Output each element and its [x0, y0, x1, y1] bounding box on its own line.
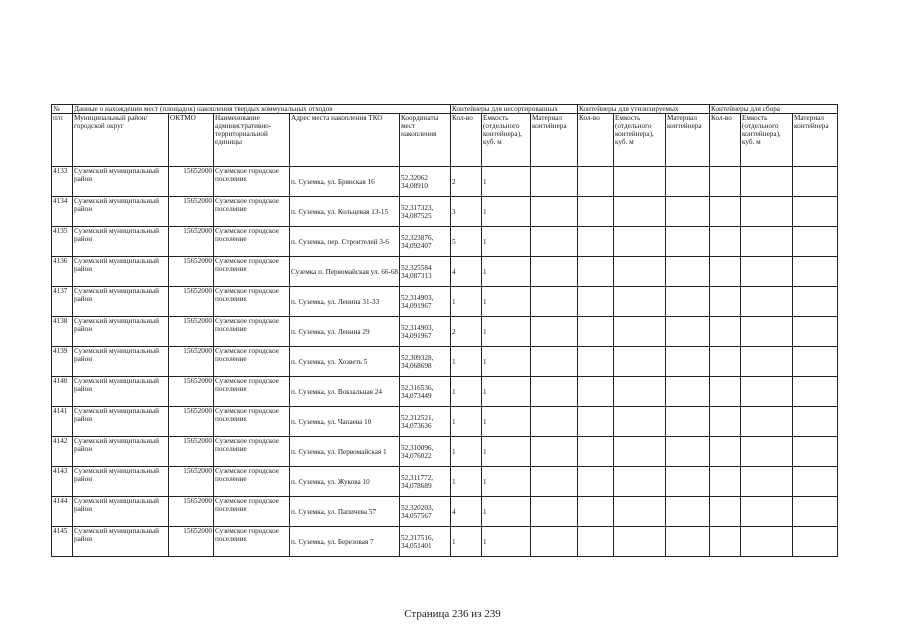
capacity-cell: 1: [482, 287, 531, 317]
qty-cell: 4: [451, 497, 482, 527]
empty-cell: [666, 167, 710, 197]
col-header: Емкость (отдельного контейнера), куб. м: [741, 114, 793, 167]
row-number: 4137: [52, 287, 73, 317]
empty-cell: [578, 287, 614, 317]
page-footer: Страница 236 из 239: [404, 608, 501, 620]
empty-cell: [578, 197, 614, 227]
col-header: п/п: [52, 114, 73, 167]
empty-cell: [614, 197, 666, 227]
header-large-section: Контейнеры для утилизируемых: [578, 105, 710, 114]
capacity-cell: 1: [482, 227, 531, 257]
district-cell: Суземский муниципальный район: [73, 227, 169, 257]
capacity-cell: 1: [482, 377, 531, 407]
empty-cell: [741, 197, 793, 227]
empty-cell: [741, 437, 793, 467]
qty-cell: 3: [451, 197, 482, 227]
header-unsorted-section: Контейнеры для несортированных: [451, 105, 578, 114]
address-cell: п. Суземка, ул. Ленина 31-33: [290, 287, 400, 317]
oktmo-cell: 15652000: [169, 257, 214, 287]
capacity-cell: 1: [482, 257, 531, 287]
address-cell: п. Суземка, ул. Жукова 10: [290, 467, 400, 497]
header-num: №: [52, 105, 73, 114]
table-row: [52, 377, 838, 407]
empty-cell: [666, 437, 710, 467]
coords-cell: 52,317323, 34,087525: [400, 197, 451, 227]
table-row: [52, 497, 838, 527]
table-row: [52, 317, 838, 347]
registry-table-container: [51, 104, 838, 557]
address-cell: Суземка п. Первомайская ул. 66-68: [290, 257, 400, 287]
empty-cell: [666, 527, 710, 557]
empty-cell: [614, 257, 666, 287]
qty-cell: 1: [451, 437, 482, 467]
address-cell: п. Суземка, ул. Березовая 7: [290, 527, 400, 557]
row-number: 4134: [52, 197, 73, 227]
empty-cell: [741, 257, 793, 287]
empty-cell: [741, 347, 793, 377]
empty-cell: [578, 497, 614, 527]
capacity-cell: 1: [482, 437, 531, 467]
district-cell: Суземский муниципальный район: [73, 317, 169, 347]
empty-cell: [710, 197, 741, 227]
empty-cell: [666, 227, 710, 257]
oktmo-cell: 15652000: [169, 497, 214, 527]
empty-cell: [710, 437, 741, 467]
oktmo-cell: 15652000: [169, 347, 214, 377]
empty-cell: [666, 377, 710, 407]
header-row-columns: [52, 114, 838, 167]
row-number: 4145: [52, 527, 73, 557]
empty-cell: [614, 347, 666, 377]
table-row: [52, 527, 838, 557]
row-number: 4136: [52, 257, 73, 287]
empty-cell: [741, 497, 793, 527]
empty-cell: [614, 527, 666, 557]
row-number: 4142: [52, 437, 73, 467]
empty-cell: [578, 227, 614, 257]
empty-cell: [793, 467, 838, 497]
empty-cell: [531, 167, 578, 197]
col-header: Материал контейнера: [531, 114, 578, 167]
unit-cell: Суземское городское поселение: [214, 437, 290, 467]
empty-cell: [666, 197, 710, 227]
qty-cell: 1: [451, 467, 482, 497]
col-header: Кол-во: [710, 114, 741, 167]
qty-cell: 1: [451, 407, 482, 437]
district-cell: Суземский муниципальный район: [73, 407, 169, 437]
address-cell: п. Суземка, ул. Кольцевая 13-15: [290, 197, 400, 227]
empty-cell: [614, 227, 666, 257]
address-cell: п. Суземка, ул. Брянская 16: [290, 167, 400, 197]
oktmo-cell: 15652000: [169, 197, 214, 227]
oktmo-cell: 15652000: [169, 227, 214, 257]
empty-cell: [793, 257, 838, 287]
unit-cell: Суземское городское поселение: [214, 467, 290, 497]
empty-cell: [578, 317, 614, 347]
capacity-cell: 1: [482, 407, 531, 437]
unit-cell: Суземское городское поселение: [214, 497, 290, 527]
capacity-cell: 1: [482, 467, 531, 497]
district-cell: Суземский муниципальный район: [73, 287, 169, 317]
empty-cell: [710, 407, 741, 437]
qty-cell: 2: [451, 167, 482, 197]
empty-cell: [578, 527, 614, 557]
coords-cell: 52,316536, 34,073449: [400, 377, 451, 407]
empty-cell: [710, 347, 741, 377]
oktmo-cell: 15652000: [169, 287, 214, 317]
coords-cell: 52,309328, 34,068698: [400, 347, 451, 377]
col-header: ОКТМО: [169, 114, 214, 167]
address-cell: п. Суземка, ул. Папичева 57: [290, 497, 400, 527]
col-header: Емкость (отдельного контейнера), куб. м: [482, 114, 531, 167]
empty-cell: [741, 167, 793, 197]
coords-cell: 52,317516, 34,051401: [400, 527, 451, 557]
district-cell: Суземский муниципальный район: [73, 257, 169, 287]
qty-cell: 2: [451, 317, 482, 347]
capacity-cell: 1: [482, 497, 531, 527]
table-row: [52, 197, 838, 227]
unit-cell: Суземское городское поселение: [214, 257, 290, 287]
empty-cell: [793, 437, 838, 467]
qty-cell: 1: [451, 527, 482, 557]
empty-cell: [666, 347, 710, 377]
address-cell: п. Суземка, ул. Чапаева 10: [290, 407, 400, 437]
empty-cell: [710, 317, 741, 347]
district-cell: Суземский муниципальный район: [73, 527, 169, 557]
coords-cell: 52,310096, 34,076022: [400, 437, 451, 467]
header-row-top: [52, 105, 838, 114]
empty-cell: [710, 527, 741, 557]
empty-cell: [531, 437, 578, 467]
row-number: 4133: [52, 167, 73, 197]
coords-cell: 52,314903, 34,091967: [400, 287, 451, 317]
header-locations-section: Данные о нахождении мест (площадок) накопления твердых коммунальных отходов: [73, 105, 451, 114]
col-header: Муниципальный район/городской округ: [73, 114, 169, 167]
empty-cell: [531, 407, 578, 437]
district-cell: Суземский муниципальный район: [73, 167, 169, 197]
district-cell: Суземский муниципальный район: [73, 497, 169, 527]
oktmo-cell: 15652000: [169, 317, 214, 347]
empty-cell: [741, 527, 793, 557]
qty-cell: 1: [451, 377, 482, 407]
coords-cell: 52,325584 34,087313: [400, 257, 451, 287]
table-body: [52, 167, 838, 557]
capacity-cell: 1: [482, 167, 531, 197]
empty-cell: [531, 527, 578, 557]
address-cell: п. Суземка, ул. Первомайская 1: [290, 437, 400, 467]
header-separate-section: Контейнеры для сбора: [710, 105, 838, 114]
empty-cell: [531, 497, 578, 527]
qty-cell: 5: [451, 227, 482, 257]
empty-cell: [578, 407, 614, 437]
empty-cell: [741, 227, 793, 257]
empty-cell: [531, 197, 578, 227]
unit-cell: Суземское городское поселение: [214, 197, 290, 227]
qty-cell: 4: [451, 257, 482, 287]
empty-cell: [614, 167, 666, 197]
district-cell: Суземский муниципальный район: [73, 377, 169, 407]
empty-cell: [614, 497, 666, 527]
coords-cell: 52,314903, 34,091967: [400, 317, 451, 347]
col-header: Емкость (отдельного контейнера), куб. м: [614, 114, 666, 167]
row-number: 4135: [52, 227, 73, 257]
unit-cell: Суземское городское поселение: [214, 227, 290, 257]
unit-cell: Суземское городское поселение: [214, 317, 290, 347]
empty-cell: [578, 437, 614, 467]
empty-cell: [666, 467, 710, 497]
row-number: 4140: [52, 377, 73, 407]
empty-cell: [741, 467, 793, 497]
empty-cell: [741, 377, 793, 407]
empty-cell: [793, 227, 838, 257]
empty-cell: [793, 197, 838, 227]
oktmo-cell: 15652000: [169, 407, 214, 437]
oktmo-cell: 15652000: [169, 467, 214, 497]
empty-cell: [710, 287, 741, 317]
table-row: [52, 347, 838, 377]
empty-cell: [531, 467, 578, 497]
empty-cell: [614, 437, 666, 467]
empty-cell: [793, 407, 838, 437]
empty-cell: [666, 497, 710, 527]
empty-cell: [793, 347, 838, 377]
empty-cell: [531, 347, 578, 377]
empty-cell: [531, 377, 578, 407]
empty-cell: [578, 257, 614, 287]
empty-cell: [578, 467, 614, 497]
empty-cell: [793, 497, 838, 527]
unit-cell: Суземское городское поселение: [214, 527, 290, 557]
unit-cell: Суземское городское поселение: [214, 287, 290, 317]
district-cell: Суземский муниципальный район: [73, 467, 169, 497]
col-header: Координаты мест накопления: [400, 114, 451, 167]
capacity-cell: 1: [482, 197, 531, 227]
qty-cell: 1: [451, 347, 482, 377]
empty-cell: [793, 317, 838, 347]
empty-cell: [666, 287, 710, 317]
table-row: [52, 167, 838, 197]
address-cell: п. Суземка, ул. Хозветь 5: [290, 347, 400, 377]
unit-cell: Суземское городское поселение: [214, 347, 290, 377]
coords-cell: 52,312521, 34,073636: [400, 407, 451, 437]
empty-cell: [793, 167, 838, 197]
district-cell: Суземский муниципальный район: [73, 197, 169, 227]
empty-cell: [793, 527, 838, 557]
col-header: Кол-во: [578, 114, 614, 167]
address-cell: п. Суземка, пер. Строителей 3-6: [290, 227, 400, 257]
empty-cell: [666, 257, 710, 287]
capacity-cell: 1: [482, 347, 531, 377]
registry-table: [51, 104, 838, 557]
empty-cell: [741, 287, 793, 317]
capacity-cell: 1: [482, 527, 531, 557]
col-header: Кол-во: [451, 114, 482, 167]
coords-cell: 52,32062 34,08910: [400, 167, 451, 197]
table-row: [52, 467, 838, 497]
unit-cell: Суземское городское поселение: [214, 377, 290, 407]
empty-cell: [531, 257, 578, 287]
empty-cell: [531, 317, 578, 347]
empty-cell: [531, 227, 578, 257]
empty-cell: [614, 317, 666, 347]
row-number: 4139: [52, 347, 73, 377]
col-header: Наименование административно-территориальной единицы: [214, 114, 290, 167]
empty-cell: [614, 287, 666, 317]
empty-cell: [614, 467, 666, 497]
empty-cell: [614, 377, 666, 407]
row-number: 4138: [52, 317, 73, 347]
table-row: [52, 407, 838, 437]
row-number: 4141: [52, 407, 73, 437]
empty-cell: [793, 287, 838, 317]
empty-cell: [793, 377, 838, 407]
empty-cell: [710, 167, 741, 197]
empty-cell: [710, 227, 741, 257]
empty-cell: [710, 467, 741, 497]
unit-cell: Суземское городское поселение: [214, 167, 290, 197]
empty-cell: [741, 407, 793, 437]
oktmo-cell: 15652000: [169, 167, 214, 197]
col-header: Материал контейнера: [666, 114, 710, 167]
empty-cell: [578, 347, 614, 377]
empty-cell: [741, 317, 793, 347]
oktmo-cell: 15652000: [169, 377, 214, 407]
col-header: Материал контейнера: [793, 114, 838, 167]
empty-cell: [578, 167, 614, 197]
coords-cell: 52,311772, 34,078689: [400, 467, 451, 497]
empty-cell: [666, 317, 710, 347]
address-cell: п. Суземка, ул. Вокзальная 24: [290, 377, 400, 407]
qty-cell: 1: [451, 287, 482, 317]
empty-cell: [710, 377, 741, 407]
table-row: [52, 227, 838, 257]
row-number: 4144: [52, 497, 73, 527]
address-cell: п. Суземка, ул. Ленина 29: [290, 317, 400, 347]
empty-cell: [614, 407, 666, 437]
coords-cell: 52,320203, 34,057567: [400, 497, 451, 527]
district-cell: Суземский муниципальный район: [73, 347, 169, 377]
district-cell: Суземский муниципальный район: [73, 437, 169, 467]
empty-cell: [578, 377, 614, 407]
coords-cell: 52,323876, 34,092407: [400, 227, 451, 257]
col-header: Адрес места накопления ТКО: [290, 114, 400, 167]
table-row: [52, 257, 838, 287]
empty-cell: [710, 497, 741, 527]
table-row: [52, 287, 838, 317]
empty-cell: [531, 287, 578, 317]
oktmo-cell: 15652000: [169, 437, 214, 467]
unit-cell: Суземское городское поселение: [214, 407, 290, 437]
row-number: 4143: [52, 467, 73, 497]
oktmo-cell: 15652000: [169, 527, 214, 557]
capacity-cell: 1: [482, 317, 531, 347]
empty-cell: [710, 257, 741, 287]
table-row: [52, 437, 838, 467]
empty-cell: [666, 407, 710, 437]
